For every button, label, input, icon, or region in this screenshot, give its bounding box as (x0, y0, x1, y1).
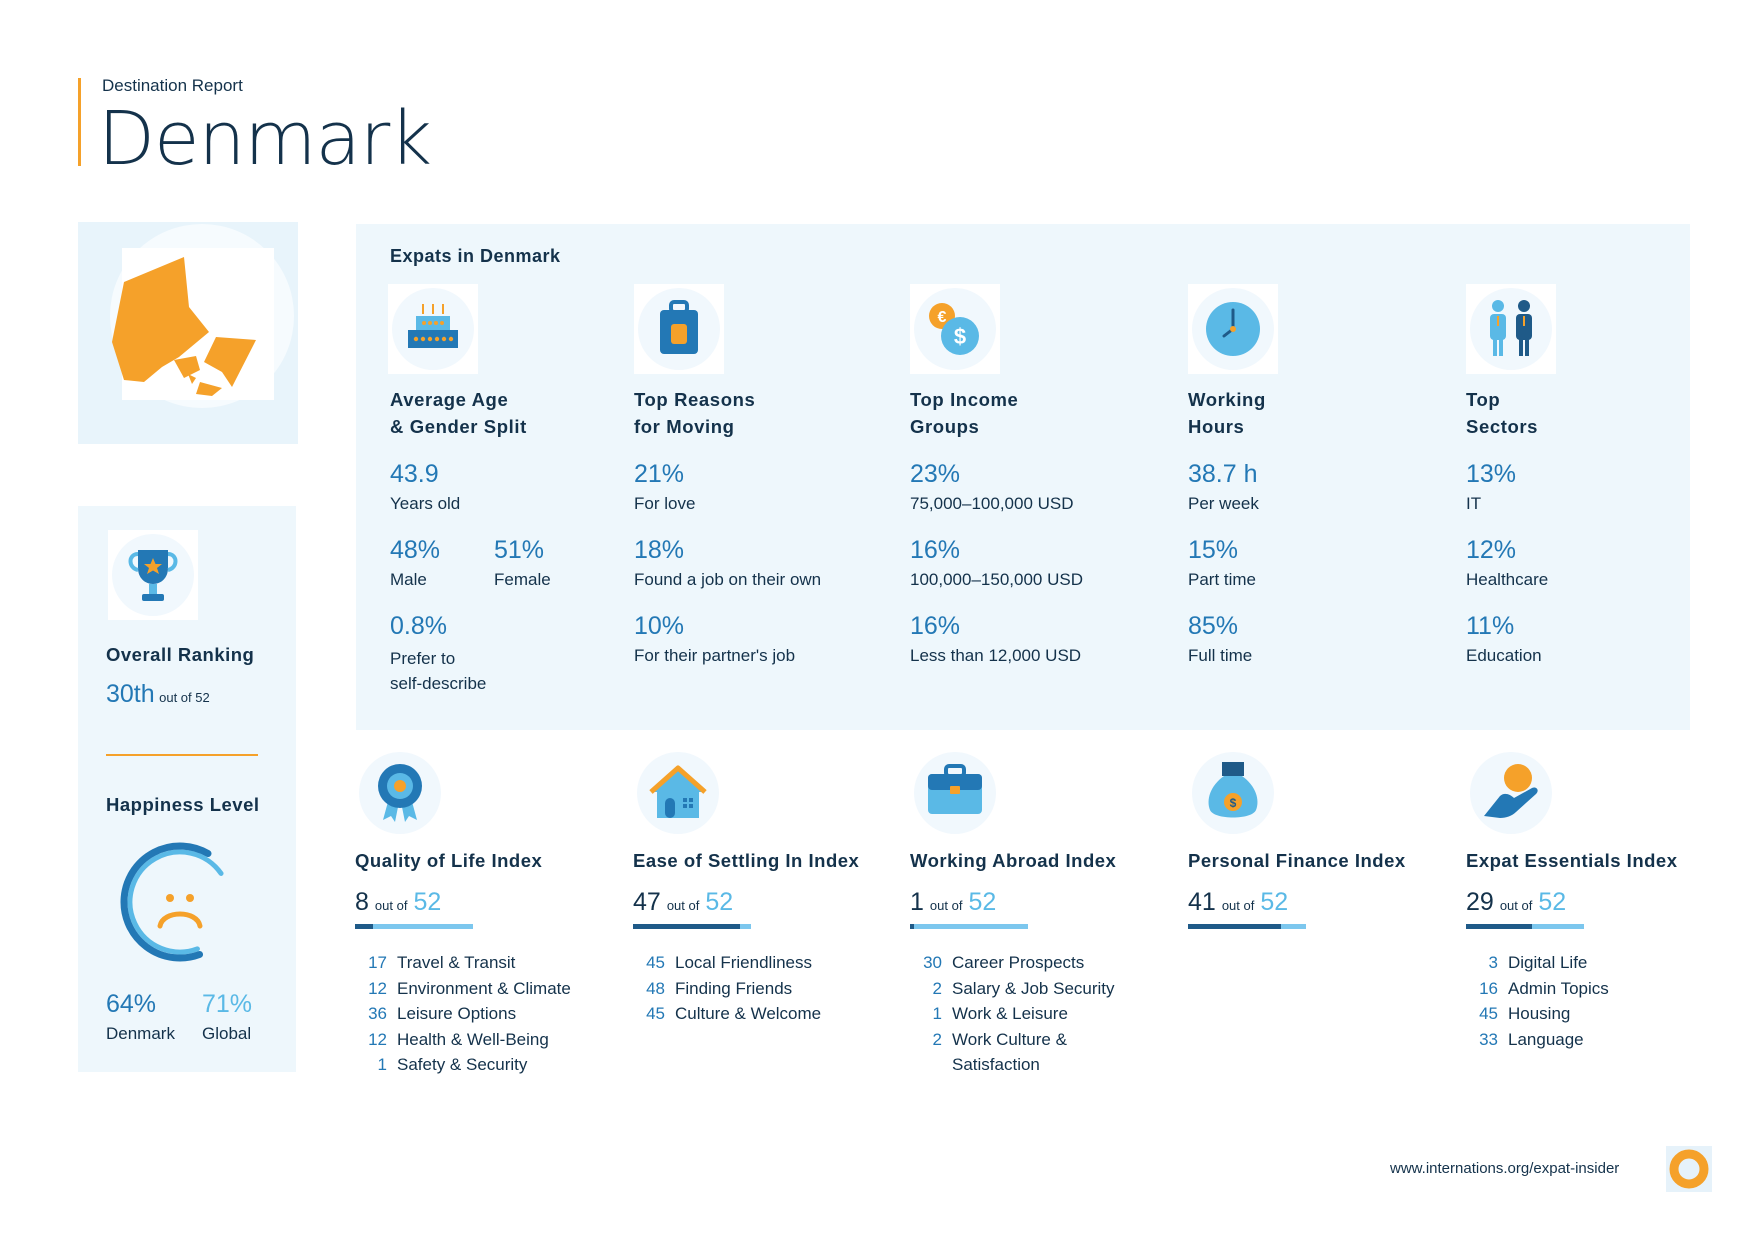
index-rank-bar-fill (1466, 924, 1532, 929)
list-item: 45 Local Friendliness (646, 953, 813, 972)
index-rank-bar (1466, 924, 1584, 929)
suitcase-icon (656, 298, 702, 358)
list-item: 1 Work & Leisure (932, 1004, 1068, 1023)
list-item: 2 Salary & Job Security (932, 978, 1115, 998)
overall-out-of: out of 52 (159, 690, 210, 705)
index-working-abroad (910, 748, 1160, 1088)
icon-tile (910, 284, 1000, 374)
stat-value: 23% (910, 460, 961, 488)
stat-label: Part time (1188, 570, 1257, 589)
col-title: Average Age & Gender Split (390, 389, 527, 437)
icon-tile (388, 284, 478, 374)
list-item: 2 Work Culture & Satisfaction (932, 1029, 1067, 1074)
col-title: Top Reasons for Moving (634, 389, 756, 437)
hand-coin-icon (1480, 762, 1542, 822)
index-rank: 1 out of 52 (910, 888, 997, 916)
happiness-global-label: Global (202, 1024, 252, 1043)
side-summary-panel (78, 506, 296, 1072)
index-rank-bar-fill (910, 924, 914, 929)
stat-value: 15% (1188, 536, 1239, 564)
index-rank: 29 out of 52 (1466, 888, 1567, 916)
index-rank-bar (910, 924, 1028, 929)
index-sublist (910, 950, 1160, 1078)
stat-label: Full time (1188, 646, 1253, 665)
list-item: 36 Leisure Options (368, 1004, 517, 1023)
stat-label: For their partner's job (634, 646, 796, 665)
icon-tile (1466, 284, 1556, 374)
index-rank-bar (633, 924, 751, 929)
list-item: 33 Language (1479, 1029, 1584, 1049)
stat-value: 0.8% (390, 612, 447, 640)
clock-icon (1204, 300, 1262, 358)
index-rank-bar (355, 924, 473, 929)
stat-value: 12% (1466, 536, 1517, 564)
stat-label: 100,000–150,000 USD (910, 570, 1083, 589)
expat-col-sectors (1466, 284, 1676, 724)
stat-label: Healthcare (1466, 570, 1549, 589)
col-title: Top Sectors (1466, 389, 1539, 437)
expat-col-income (910, 284, 1170, 724)
index-rank: 47 out of 52 (633, 888, 734, 916)
stat-value: 16% (910, 536, 961, 564)
expats-panel (356, 224, 1690, 730)
icon-tile (1188, 748, 1278, 838)
money-bag-icon (1206, 760, 1260, 824)
index-sublist (1466, 950, 1696, 1052)
icon-tile (633, 748, 723, 838)
index-title: Ease of Settling In Index (633, 850, 860, 871)
brand-logo (1666, 1146, 1712, 1192)
report-subtitle: Destination Report (102, 76, 243, 95)
list-item: 1 Safety & Security (377, 1055, 528, 1074)
index-rank-bar-fill (355, 924, 373, 929)
index-personal-finance (1188, 748, 1438, 1088)
index-title: Working Abroad Index (910, 850, 1117, 871)
icon-tile (1188, 284, 1278, 374)
col-title: Top Income Groups (910, 389, 1019, 437)
currency-coins-icon (924, 298, 986, 360)
index-rank: 8 out of 52 (355, 888, 442, 916)
index-title: Personal Finance Index (1188, 850, 1406, 871)
happiness-global-pct: 71% (202, 990, 253, 1018)
overall-rank: 30th (106, 680, 155, 708)
stat-value: 13% (1466, 460, 1517, 488)
stat-label: For love (634, 494, 696, 513)
award-medal-icon (371, 762, 429, 824)
happiness-label: Happiness Level (106, 794, 260, 815)
stat-value: 21% (634, 460, 685, 488)
expat-col-hours (1188, 284, 1418, 724)
icon-tile (1466, 748, 1556, 838)
stat-value: 48% (390, 536, 441, 564)
birthday-cake-icon (404, 298, 462, 358)
stat-value: 18% (634, 536, 685, 564)
index-ease-of-settling-in (633, 748, 883, 1088)
svg-text:€: € (937, 309, 947, 326)
stat-value: 11% (1466, 612, 1515, 640)
index-rank-bar-fill (1188, 924, 1281, 929)
list-item: 3 Digital Life (1488, 953, 1588, 972)
country-map-card (78, 222, 298, 444)
list-item: 17 Travel & Transit (368, 953, 516, 972)
list-item: 45 Housing (1479, 1004, 1571, 1023)
happiness-country-label: Denmark (106, 1024, 175, 1043)
index-sublist (355, 950, 605, 1078)
index-title: Quality of Life Index (355, 850, 543, 871)
section-divider (106, 754, 258, 756)
stat-value: 38.7 h (1188, 460, 1258, 488)
list-item: 16 Admin Topics (1479, 978, 1609, 998)
stat-value: 51% (494, 536, 545, 564)
icon-tile (910, 748, 1000, 838)
stat-label: Male (390, 570, 427, 589)
icon-tile (355, 748, 445, 838)
workers-icon (1482, 298, 1540, 360)
stat-value: 10% (634, 612, 685, 640)
page-title: Denmark (98, 96, 432, 182)
stat-label: Less than 12,000 USD (910, 646, 1082, 665)
index-title: Expat Essentials Index (1466, 850, 1678, 871)
list-item: 30 Career Prospects (923, 953, 1085, 972)
index-quality-of-life (355, 748, 605, 1088)
index-rank: 41 out of 52 (1188, 888, 1289, 916)
expat-col-age (388, 284, 618, 724)
internations-ring-icon (1666, 1146, 1712, 1192)
svg-text:$: $ (953, 324, 967, 349)
stat-value: 16% (910, 612, 961, 640)
list-item: 45 Culture & Welcome (646, 1004, 822, 1023)
index-sublist (633, 950, 883, 1027)
list-item: 12 Environment & Climate (368, 978, 571, 998)
happiness-gauge (118, 840, 242, 964)
index-rank-bar (1188, 924, 1306, 929)
expat-col-reasons (634, 284, 894, 724)
expats-heading: Expats in Denmark (390, 246, 561, 266)
index-expat-essentials (1466, 748, 1716, 1088)
icon-tile (634, 284, 724, 374)
list-item: 48 Finding Friends (646, 978, 793, 998)
stat-value: 43.9 (390, 460, 439, 488)
stat-label: Female (494, 570, 551, 589)
index-rank-bar-fill (633, 924, 740, 929)
overall-ranking-value (106, 680, 210, 709)
overall-ranking-label: Overall Ranking (106, 644, 255, 665)
list-item: 12 Health & Well-Being (368, 1029, 549, 1049)
trophy-tile (108, 530, 198, 620)
happiness-country-pct: 64% (106, 990, 157, 1018)
col-title: Working Hours (1188, 389, 1266, 437)
stat-label: IT (1466, 494, 1482, 513)
stat-value: 85% (1188, 612, 1239, 640)
stat-label: Found a job on their own (634, 570, 822, 589)
stat-label: Education (1466, 646, 1542, 665)
sad-face-icon (160, 894, 200, 926)
stat-label: 75,000–100,000 USD (910, 494, 1074, 513)
stat-label: Prefer to self-describe (390, 649, 487, 693)
trophy-icon (124, 544, 182, 606)
footer-url-link[interactable]: www.internations.org/expat-insider (1390, 1160, 1620, 1177)
happiness-country-ring (124, 846, 208, 958)
svg-text:$: $ (1229, 796, 1237, 810)
happiness-global-ring (130, 852, 221, 952)
stat-label: Years old (390, 494, 461, 513)
title-accent-bar (78, 78, 81, 166)
stat-label: Per week (1188, 494, 1259, 513)
denmark-map-icon (104, 252, 284, 402)
briefcase-icon (924, 764, 986, 820)
house-icon (647, 762, 709, 822)
